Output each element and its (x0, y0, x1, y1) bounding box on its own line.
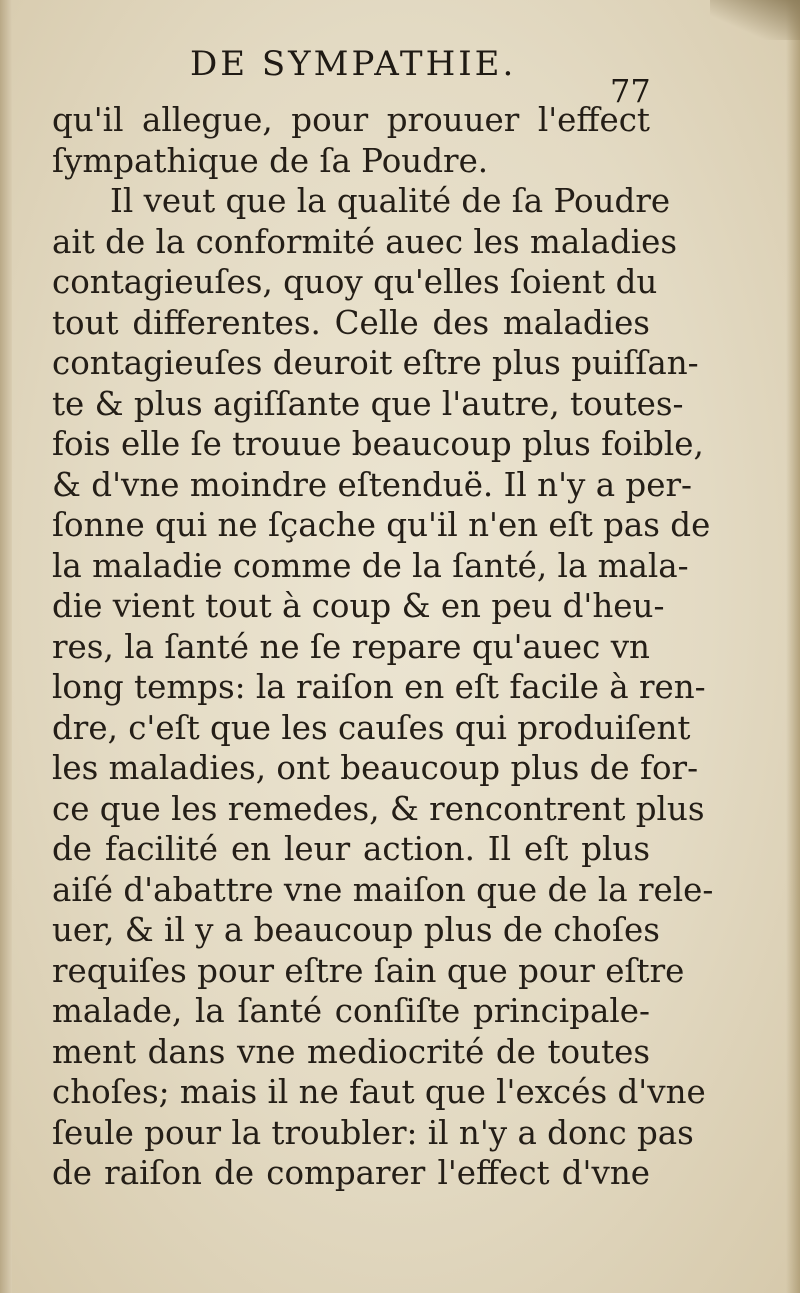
text-line: contagieuſes, quoy qu'elles ſoient du (52, 263, 658, 301)
text-line: Il veut que la qualité de ſa Poudre (110, 182, 671, 220)
text-line: tout differentes. Celle des maladies (52, 303, 650, 342)
text-line: ſympathique de ſa Poudre. (52, 141, 489, 180)
text-line: uer, & il y a beaucoup plus de choſes (52, 911, 660, 949)
text-line: la maladie comme de la ſanté, la mala- (52, 546, 689, 585)
page-binding-edge (0, 0, 12, 1293)
text-line: ment dans vne mediocrité de toutes (52, 1032, 650, 1071)
text-line: te & plus agiſſante que l'autre, toutes- (52, 384, 684, 423)
text-line: ſeule pour la troubler: il n'y a donc pas (52, 1113, 694, 1152)
text-line: ait de la conformité auec les maladies (52, 222, 678, 261)
page-number: 77 (610, 72, 651, 110)
text-line: requiſes pour eſtre ſain que pour eſtre (52, 951, 685, 990)
text-line: die vient tout à coup & en peu d'heu- (52, 587, 665, 625)
text-line: aiſé d'abattre vne maiſon que de la rele- (52, 870, 714, 909)
text-line: fois elle ſe trouue beaucoup plus foible, (52, 425, 704, 463)
text-line: ce que les remedes, & rencontrent plus (52, 789, 705, 828)
text-line: les maladies, ont beaucoup plus de for- (52, 749, 699, 787)
page-outer-edge (786, 0, 800, 1293)
text-line: long temps: la raiſon en eſt facile à ren- (52, 668, 706, 706)
text-line: & d'vne moindre eſtenduë. Il n'y a per- (52, 465, 692, 504)
body-text (52, 100, 714, 1194)
text-line: de facilité en leur action. Il eſt plus (52, 830, 650, 868)
text-line: ſonne qui ne ſçache qu'il n'en eſt pas de (52, 506, 711, 544)
text-line: dre, c'eſt que les cauſes qui produiſent (52, 708, 691, 747)
running-head: DE SYMPATHIE. (190, 44, 517, 84)
text-line: qu'il allegue, pour prouuer l'effect (52, 101, 650, 139)
text-line: contagieuſes deuroit eſtre plus puiſſan- (52, 344, 699, 382)
page-corner-shadow (710, 0, 800, 40)
text-line: malade, la ſanté conſiſte principale- (52, 992, 650, 1030)
text-line: de raiſon de comparer l'effect d'vne (52, 1154, 650, 1192)
text-line: res, la ſanté ne ſe repare qu'auec vn (52, 627, 650, 666)
text-line: choſes; mais il ne faut que l'excés d'vne (52, 1073, 706, 1111)
